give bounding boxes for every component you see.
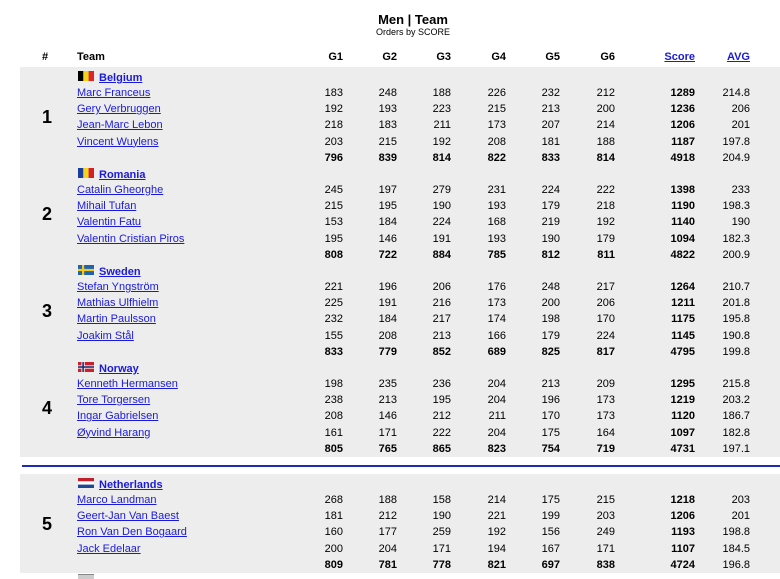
player-average: 186.7	[722, 410, 750, 423]
game-score-cell: 193	[487, 232, 506, 245]
game-score-cell: 193	[487, 200, 506, 213]
player-name-link[interactable]: Stefan Yngström	[77, 281, 159, 293]
game-score-cell: 204	[487, 394, 506, 407]
game-score-cell: 192	[487, 526, 506, 539]
player-name-link[interactable]: Jean-Marc Lebon	[77, 119, 163, 132]
player-average: 190.8	[722, 329, 750, 342]
game-score-cell: 216	[432, 297, 451, 310]
game-score-cell: 219	[541, 216, 560, 229]
player-name-link[interactable]: Mihail Tufan	[77, 200, 137, 213]
player-name-link[interactable]: Catalin Gheorghe	[77, 184, 164, 196]
column-header-g4: G4	[491, 51, 506, 63]
game-score-cell: 194	[487, 542, 506, 555]
player-total-score: 1295	[670, 378, 695, 390]
team-game-total: 719	[596, 442, 615, 455]
team-game-total: 809	[324, 558, 343, 571]
game-score-cell: 179	[541, 200, 560, 213]
game-score-cell: 259	[432, 526, 451, 539]
player-average: 201.8	[722, 297, 750, 310]
team-game-total: 808	[324, 248, 343, 261]
player-average: 203	[731, 494, 750, 506]
game-score-cell: 195	[324, 232, 343, 245]
player-name-link[interactable]: Jack Edelaar	[77, 542, 141, 555]
game-score-cell: 170	[541, 410, 560, 423]
game-score-cell: 168	[487, 216, 506, 229]
game-score-cell: 200	[324, 542, 343, 555]
game-score-cell: 204	[378, 542, 397, 555]
column-header-team: Team	[77, 51, 105, 63]
game-score-cell: 184	[378, 216, 397, 229]
netherlands-flag-icon	[78, 478, 94, 488]
team-game-total: 796	[324, 151, 343, 164]
team-game-total: 722	[378, 248, 397, 261]
player-total-score: 1206	[670, 119, 695, 132]
player-total-score: 1193	[671, 526, 695, 539]
game-score-cell: 177	[378, 526, 397, 539]
team-average: 200.9	[722, 248, 750, 261]
player-name-link[interactable]: Marc Franceus	[77, 87, 151, 99]
game-score-cell: 198	[541, 313, 560, 326]
romania-flag-icon	[78, 168, 94, 178]
game-score-cell: 212	[596, 87, 615, 99]
qualification-cutoff-line	[22, 465, 780, 467]
player-average: 210.7	[722, 281, 750, 293]
player-total-score: 1219	[670, 394, 695, 407]
game-score-cell: 156	[541, 526, 560, 539]
team-game-total: 811	[597, 248, 615, 261]
team-game-total: 852	[432, 345, 451, 358]
player-total-score: 1187	[671, 135, 695, 148]
player-total-score: 1289	[670, 87, 695, 99]
game-score-cell: 173	[487, 119, 506, 132]
team-game-total: 825	[541, 345, 560, 358]
player-total-score: 1145	[671, 329, 695, 342]
player-total-score: 1206	[670, 510, 695, 523]
player-name-link[interactable]: Ron Van Den Bogaard	[77, 526, 187, 539]
game-score-cell: 215	[596, 494, 615, 506]
team-game-total: 817	[596, 345, 615, 358]
game-score-cell: 204	[487, 426, 506, 439]
game-score-cell: 231	[487, 184, 506, 196]
game-score-cell: 146	[378, 232, 397, 245]
game-score-cell: 217	[596, 281, 615, 293]
team-average: 204.9	[722, 151, 750, 164]
player-total-score: 1264	[670, 281, 695, 293]
player-name-link[interactable]: Kenneth Hermansen	[77, 378, 178, 390]
game-score-cell: 232	[324, 313, 343, 326]
game-score-cell: 192	[596, 216, 615, 229]
player-total-score: 1211	[671, 297, 695, 310]
game-score-cell: 218	[324, 119, 343, 132]
game-score-cell: 224	[432, 216, 451, 229]
game-score-cell: 249	[596, 526, 615, 539]
game-score-cell: 174	[487, 313, 506, 326]
team-game-total: 865	[432, 442, 451, 455]
game-score-cell: 160	[324, 526, 343, 539]
game-score-cell: 171	[596, 542, 615, 555]
game-score-cell: 217	[432, 313, 451, 326]
team-game-total: 781	[378, 558, 397, 571]
game-score-cell: 248	[378, 87, 397, 99]
game-score-cell: 176	[487, 281, 506, 293]
game-score-cell: 235	[378, 378, 397, 390]
game-score-cell: 224	[596, 329, 615, 342]
team-game-total: 814	[596, 151, 615, 164]
team-game-total: 833	[541, 151, 560, 164]
game-score-cell: 175	[541, 426, 560, 439]
game-score-cell: 208	[378, 329, 397, 342]
game-score-cell: 203	[324, 135, 343, 148]
team-rank: 4	[41, 398, 52, 418]
game-score-cell: 193	[378, 103, 397, 116]
player-total-score: 1107	[671, 542, 695, 555]
belgium-flag-icon	[78, 71, 94, 81]
team-name-link[interactable]: Belgium	[99, 72, 143, 84]
game-score-cell: 192	[324, 103, 343, 116]
team-game-total: 689	[487, 345, 506, 358]
player-name-link[interactable]: Marco Landman	[77, 494, 157, 506]
game-score-cell: 183	[324, 87, 343, 99]
player-total-score: 1120	[671, 410, 695, 423]
game-score-cell: 214	[596, 119, 615, 132]
game-score-cell: 215	[487, 103, 506, 116]
game-score-cell: 190	[541, 232, 560, 245]
game-score-cell: 213	[432, 329, 451, 342]
game-score-cell: 191	[378, 297, 397, 310]
game-score-cell: 226	[487, 87, 506, 99]
game-score-cell: 171	[378, 426, 397, 439]
game-score-cell: 206	[432, 281, 451, 293]
game-score-cell: 161	[324, 426, 343, 439]
game-score-cell: 232	[541, 87, 560, 99]
player-average: 198.3	[722, 200, 750, 213]
game-score-cell: 196	[378, 281, 397, 293]
game-score-cell: 197	[378, 184, 397, 196]
game-score-cell: 191	[432, 232, 451, 245]
game-score-cell: 211	[488, 410, 506, 423]
player-total-score: 1140	[671, 216, 695, 229]
player-total-score: 1190	[671, 200, 695, 213]
game-score-cell: 153	[324, 216, 343, 229]
game-score-cell: 146	[378, 410, 397, 423]
game-score-cell: 268	[324, 494, 343, 506]
game-score-cell: 188	[596, 135, 615, 148]
game-score-cell: 208	[324, 410, 343, 423]
game-score-cell: 179	[596, 232, 615, 245]
player-name-link[interactable]: Øyvind Harang	[77, 426, 151, 439]
game-score-cell: 183	[378, 119, 397, 132]
player-average: 201	[731, 510, 750, 523]
game-score-cell: 213	[541, 378, 560, 390]
game-score-cell: 195	[432, 394, 451, 407]
column-header-g5: G5	[545, 51, 560, 63]
game-score-cell: 221	[324, 281, 343, 293]
player-average: 190	[731, 216, 750, 229]
team-total-score: 4731	[670, 442, 695, 455]
team-game-total: 833	[324, 345, 343, 358]
team-game-total: 884	[432, 248, 451, 261]
player-name-link[interactable]: Geert-Jan Van Baest	[77, 510, 179, 523]
team-rank: 5	[41, 514, 52, 534]
team-game-total: 754	[541, 442, 560, 455]
column-header-g6: G6	[600, 51, 615, 63]
game-score-cell: 192	[432, 135, 451, 148]
player-name-link[interactable]: Ingar Gabrielsen	[77, 410, 159, 423]
player-average: 182.8	[722, 426, 750, 439]
game-score-cell: 222	[432, 426, 451, 439]
game-score-cell: 190	[432, 200, 451, 213]
team-total-score: 4724	[670, 558, 695, 571]
player-total-score: 1094	[670, 232, 695, 245]
team-total-score: 4918	[670, 151, 695, 164]
team-game-total: 814	[432, 151, 451, 164]
team-game-total: 697	[541, 558, 560, 571]
norway-flag-icon	[78, 362, 94, 372]
game-score-cell: 238	[324, 394, 343, 407]
sweden-flag-icon	[78, 265, 94, 275]
game-score-cell: 184	[378, 313, 397, 326]
game-score-cell: 224	[541, 184, 560, 196]
game-score-cell: 245	[324, 184, 343, 196]
game-score-cell: 213	[378, 394, 397, 407]
game-score-cell: 175	[541, 494, 560, 506]
game-score-cell: 173	[487, 297, 506, 310]
game-score-cell: 212	[432, 410, 451, 423]
team-game-total: 805	[324, 442, 343, 455]
game-score-cell: 170	[596, 313, 615, 326]
player-name-link[interactable]: Tore Torgersen	[77, 394, 151, 407]
player-average: 215.8	[722, 378, 750, 390]
game-score-cell: 179	[541, 329, 560, 342]
game-score-cell: 196	[541, 394, 560, 407]
column-header-avg[interactable]: AVG	[726, 51, 750, 63]
game-score-cell: 173	[596, 410, 615, 423]
game-score-cell: 181	[541, 135, 560, 148]
game-score-cell: 208	[487, 135, 506, 148]
game-score-cell: 209	[596, 378, 615, 390]
team-name-link[interactable]: Romania	[99, 169, 146, 181]
game-score-cell: 215	[378, 135, 397, 148]
game-score-cell: 213	[541, 103, 560, 116]
team-game-total: 823	[487, 442, 506, 455]
game-score-cell: 223	[432, 103, 451, 116]
team-name-link[interactable]: Norway	[99, 363, 139, 375]
player-total-score: 1175	[671, 313, 695, 326]
player-average: 184.5	[722, 542, 750, 555]
column-header-g3: G3	[436, 51, 451, 63]
player-name-link[interactable]: Valentin Fatu	[77, 216, 142, 229]
player-average: 206	[731, 103, 750, 116]
game-score-cell: 203	[596, 510, 615, 523]
game-score-cell: 155	[324, 329, 343, 342]
team-game-total: 838	[596, 558, 615, 571]
player-average: 197.8	[722, 135, 750, 148]
game-score-cell: 221	[487, 510, 506, 523]
game-score-cell: 204	[487, 378, 506, 390]
player-name-link[interactable]: Joakim Stål	[77, 329, 134, 342]
game-score-cell: 218	[596, 200, 615, 213]
team-average: 196.8	[722, 558, 750, 571]
team-total-score: 4795	[670, 345, 695, 358]
column-header-g2: G2	[382, 51, 397, 63]
team-game-total: 812	[541, 248, 560, 261]
team-name-link[interactable]: Netherlands	[99, 479, 163, 491]
game-score-cell: 158	[432, 494, 451, 506]
team-game-total: 765	[378, 442, 397, 455]
player-total-score: 1218	[670, 494, 695, 506]
game-score-cell: 212	[378, 510, 397, 523]
team-game-total: 778	[432, 558, 451, 571]
team-game-total: 779	[378, 345, 397, 358]
player-name-link[interactable]: Valentin Cristian Piros	[77, 232, 185, 245]
game-score-cell: 215	[324, 200, 343, 213]
game-score-cell: 188	[432, 87, 451, 99]
team-total-score: 4822	[670, 248, 695, 261]
player-average: 233	[731, 184, 750, 196]
player-total-score: 1398	[670, 184, 695, 196]
game-score-cell: 173	[596, 394, 615, 407]
game-score-cell: 195	[378, 200, 397, 213]
game-score-cell: 225	[324, 297, 343, 310]
game-score-cell: 211	[433, 119, 451, 132]
game-score-cell: 199	[541, 510, 560, 523]
player-average: 198.8	[722, 526, 750, 539]
column-header-rank: #	[42, 51, 49, 63]
team-rank: 2	[41, 204, 52, 224]
game-score-cell: 181	[324, 510, 343, 523]
player-total-score: 1097	[670, 426, 695, 439]
player-name-link[interactable]: Mathias Ulfhielm	[77, 297, 159, 310]
page-subtitle: Orders by SCORE	[375, 27, 451, 37]
team-rank: 3	[41, 301, 52, 321]
player-average: 214.8	[722, 87, 750, 99]
team-game-total: 821	[487, 558, 506, 571]
game-score-cell: 198	[324, 378, 343, 390]
column-header-score[interactable]: Score	[664, 51, 695, 63]
team-name-link[interactable]: Sweden	[99, 266, 141, 278]
game-score-cell: 236	[432, 378, 451, 390]
game-score-cell: 248	[541, 281, 560, 293]
game-score-cell: 188	[378, 494, 397, 506]
team-game-total: 822	[487, 151, 506, 164]
game-score-cell: 206	[596, 297, 615, 310]
game-score-cell: 190	[432, 510, 451, 523]
team-game-total: 839	[378, 151, 397, 164]
player-average: 182.3	[722, 232, 750, 245]
page-title: Men | Team	[378, 12, 448, 27]
game-score-cell: 171	[432, 542, 451, 555]
team-game-total: 785	[487, 248, 506, 261]
player-average: 195.8	[722, 313, 750, 326]
game-score-cell: 222	[596, 184, 615, 196]
team-average: 197.1	[722, 442, 750, 455]
team-average: 199.8	[722, 345, 750, 358]
player-average: 203.2	[722, 394, 750, 407]
player-total-score: 1236	[670, 103, 695, 116]
game-score-cell: 214	[487, 494, 506, 506]
game-score-cell: 200	[541, 297, 560, 310]
team-rank: 1	[41, 107, 52, 127]
game-score-cell: 279	[432, 184, 451, 196]
player-name-link[interactable]: Gery Verbruggen	[77, 103, 161, 116]
game-score-cell: 167	[541, 542, 560, 555]
player-name-link[interactable]: Vincent Wuylens	[77, 135, 159, 148]
column-header-g1: G1	[328, 51, 343, 63]
game-score-cell: 164	[596, 426, 615, 439]
game-score-cell: 207	[541, 119, 560, 132]
game-score-cell: 200	[596, 103, 615, 116]
player-average: 201	[731, 119, 750, 132]
game-score-cell: 166	[487, 329, 506, 342]
player-name-link[interactable]: Martin Paulsson	[77, 313, 156, 326]
